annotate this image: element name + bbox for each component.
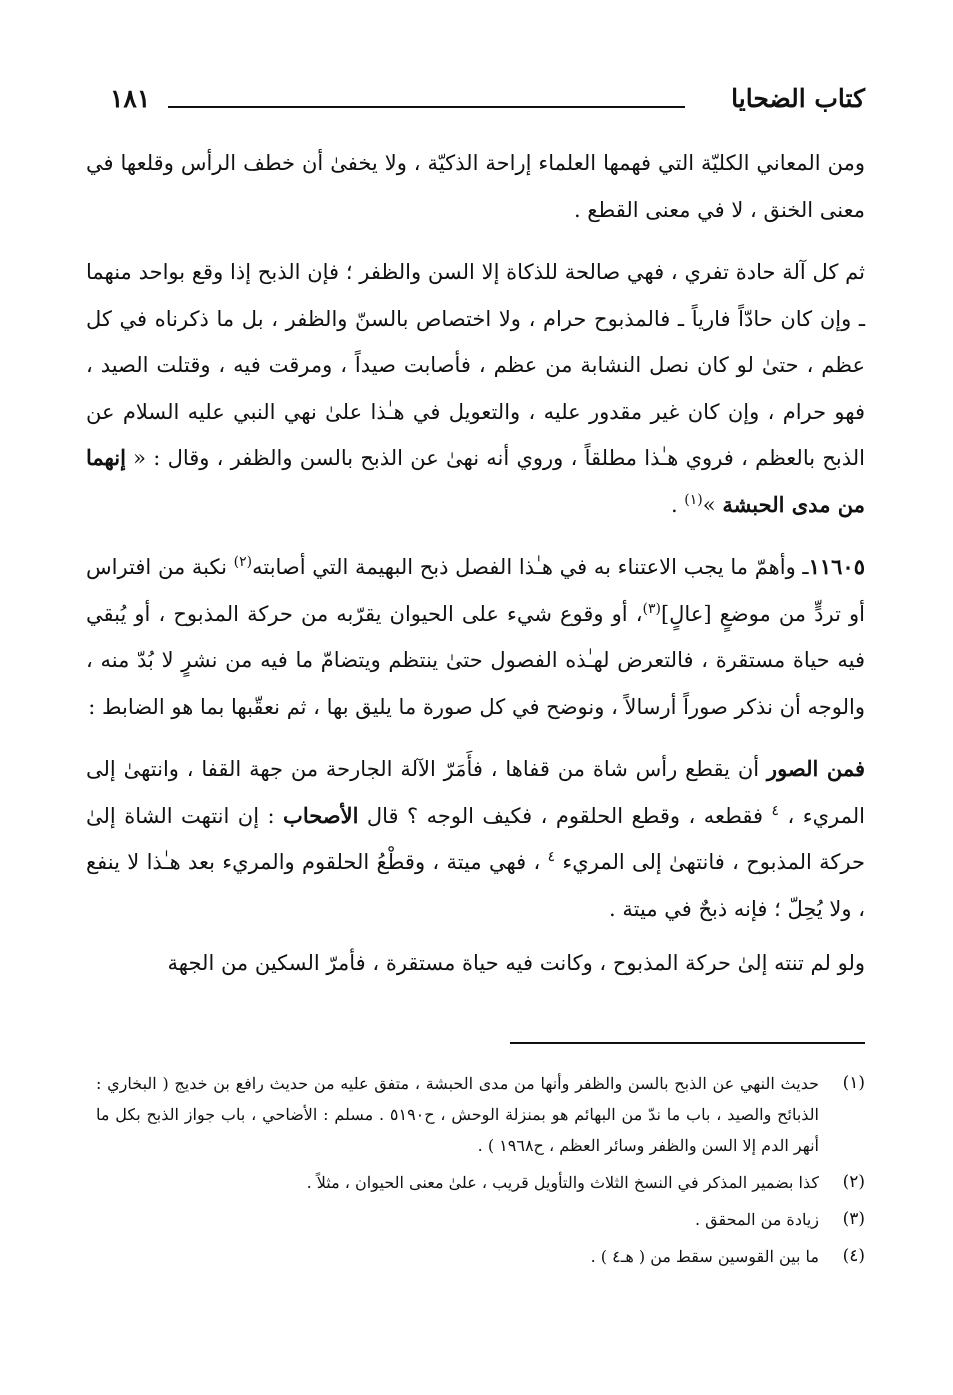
footnote-number: (٢) — [842, 1172, 865, 1192]
paragraph-3-rest: ، أو وقوع شيء على الحيوان يقرّبه من حركة المذبوح ، أو يُبقي فيه حياة مستقرة ، فالتعرض لهـٰذه الفصول حتىٰ ينتظم ويتضامّ ما فيه من نشرٍ لا بُدّ منه ، والوجه أن نذكر صوراً أرسالاً ، ونوضح في كل صورة ما يليق بها ، ثم نعقّبها بما هو الضابط : — [86, 601, 865, 719]
footnote-rule — [510, 1042, 865, 1044]
footnote-2 — [96, 1167, 865, 1198]
header-rule — [168, 106, 685, 108]
paragraph-2-text: ثم كل آلة حادة تفري ، فهي صالحة للذكاة إلا السن والظفر ؛ فإن الذبح إذا وقع بواحد منهما ـ وإن كان حادّاً فارياً ـ فالمذبوح حرام ، ولا اختصاص بالسنّ والظفر ، بل ما ذكرناه في كل عظم ، حتىٰ لو كان نصل النشابة من عظم ، فأصابت صيداً ، ومرقت فيه ، وقتلت الصيد ، فهو حرام ، وإن كان غير مقدور عليه ، والتعويل في هـٰذا علىٰ نهي النبي عليه السلام عن الذبح بالعظم ، فروي هـٰذا مطلقاً ، وروي أنه نهىٰ عن الذبح بالسن والظفر ، وقال : « — [86, 260, 865, 470]
footnote-ref-4-open: ٤ — [771, 802, 780, 819]
paragraph-4-a: أن يقطع رأس شاة من قفاها ، فأَمَرّ الآلة الجارحة من جهة القفا ، وانتهىٰ إلى المريء ، — [86, 757, 865, 828]
paragraph-5: ولو لم تنته إلىٰ حركة المذبوح ، وكانت فيه حياة مستقرة ، فأمرّ السكين من الجهة — [167, 951, 865, 975]
main-text — [86, 140, 865, 1003]
footnote-4 — [96, 1241, 865, 1272]
footnote-ref-4-close: ٤ — [547, 849, 556, 865]
footnote-number: (١) — [842, 1073, 865, 1093]
paragraph-3 — [86, 544, 865, 730]
footnote-ref-3: (٣) — [642, 600, 661, 617]
quote-close: » — [702, 492, 716, 517]
section-lead: فمن الصور — [766, 756, 865, 781]
footnote-text: حديث النهي عن الذبح بالسن والظفر وأنها من مدى الحبشة ، متفق عليه من حديث رافع بن خديج ( البخاري : الذبائح والصيد ، باب ما ندّ من البهائم هو بمنزلة الوحش ، ح٥١٩٠ . مسلم : الأضاحي ، باب جواز الذبح بكل ما أنهر الدم إلا السن والظفر وسائر العظم ، ح١٩٦٨ ) . — [96, 1074, 819, 1155]
paragraph-4-c: : إن انتهت الشاة إلىٰ حركة المذبوح ، فانتهىٰ إلى المريء — [86, 803, 865, 874]
running-header — [110, 84, 865, 124]
footnotes — [96, 1068, 865, 1278]
footnote-3 — [96, 1204, 865, 1235]
paragraph-4-b: فقطعه ، وقطع الحلقوم ، فكيف الوجه ؟ قال — [358, 803, 772, 828]
paragraph-2 — [86, 249, 865, 528]
footnote-ref-2: (٢) — [233, 554, 253, 570]
book-title: كتاب الضحايا — [731, 84, 865, 113]
footnote-number: (٣) — [842, 1209, 865, 1229]
paragraph-4-d: ، فهي ميتة ، وقطْعُ الحلقوم والمريء بعد هـٰذا لا ينفع ، ولا يُحِلّ ؛ فإنه ذبحٌ في ميتة . — [86, 850, 865, 921]
paragraph-3-mid: نكبة من افتراس أو تردٍّ من موضعٍ [عالٍ] — [86, 555, 865, 626]
footnote-text: زيادة من المحقق . — [695, 1210, 819, 1229]
term-ashab: الأصحاب — [283, 802, 359, 828]
paragraph-2-end: . — [670, 492, 685, 517]
footnote-text: ما بين القوسين سقط من ( هـ٤ ) . — [590, 1247, 819, 1266]
hadith-quote: إنهما من مدى الحبشة — [86, 445, 865, 517]
paragraph-4 — [86, 746, 865, 932]
paragraph-3-lead: ـ وأهمّ ما يجب الاعتناء به في هـٰذا الفصل ذبح البهيمة التي أصابته — [252, 555, 809, 579]
issue-number: ١١٦٠٥ — [808, 554, 865, 579]
footnote-ref-1: (١) — [684, 491, 703, 508]
footnote-number: (٤) — [842, 1246, 865, 1266]
paragraph-1: ومن المعاني الكليّة التي فهمها العلماء إراحة الذكيّة ، ولا يخفىٰ أن خطف الرأس وقلعها في معنى الخنق ، لا في معنى القطع . — [86, 151, 865, 222]
page-number: ١٨١ — [110, 84, 151, 113]
footnote-1 — [96, 1068, 865, 1161]
footnote-text: كذا بضمير المذكر في النسخ الثلاث والتأويل قريب ، علىٰ معنى الحيوان ، مثلاً . — [306, 1173, 819, 1192]
